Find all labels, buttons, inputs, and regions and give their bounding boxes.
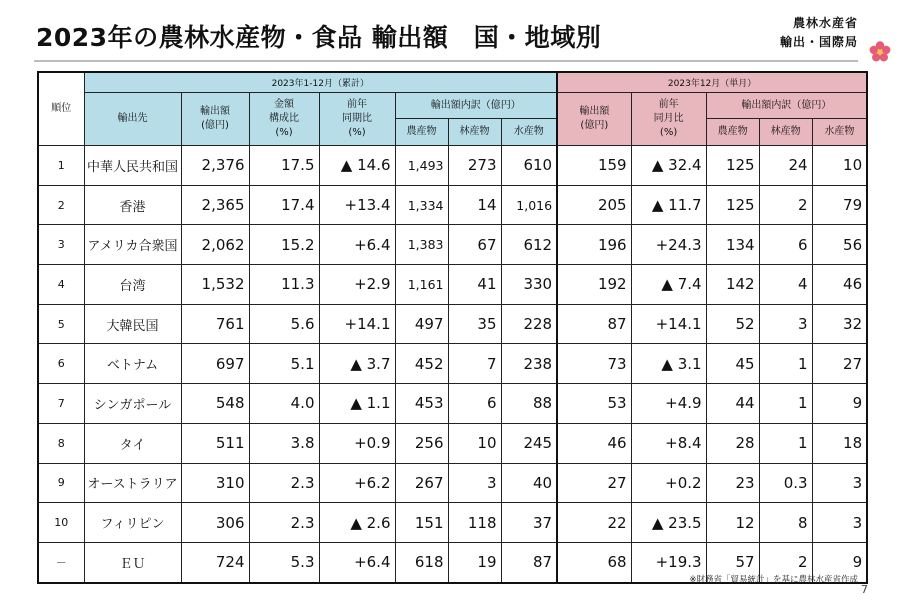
- cell-value: 310: [181, 463, 249, 503]
- cell-dest: 中華人民共和国: [84, 146, 181, 186]
- cell-m-yoy: +14.1: [631, 304, 706, 344]
- cell-value: 697: [181, 344, 249, 384]
- cell-share: 17.5: [249, 146, 319, 186]
- table-row: [38, 344, 867, 384]
- cell-dest: フィリピン: [84, 503, 181, 543]
- table-row: [38, 185, 867, 225]
- cell-value: 2,062: [181, 225, 249, 265]
- cell-m-agri: 142: [706, 265, 759, 305]
- cell-m-value: 159: [557, 146, 631, 186]
- export-table: [37, 71, 868, 584]
- cell-share: 5.6: [249, 304, 319, 344]
- cell-m-value: 73: [557, 344, 631, 384]
- cell-m-forest: 6: [759, 225, 812, 265]
- cell-rank: 8: [38, 423, 84, 463]
- cell-m-fish: 3: [812, 463, 867, 503]
- cell-m-forest: 1: [759, 423, 812, 463]
- cell-dest: ベトナム: [84, 344, 181, 384]
- cell-m-yoy: +8.4: [631, 423, 706, 463]
- header-monthly-agri: 農産物: [706, 119, 759, 146]
- cell-agri: 452: [395, 344, 448, 384]
- cell-m-value: 196: [557, 225, 631, 265]
- cell-m-yoy: ▲ 23.5: [631, 503, 706, 543]
- cell-fish: 1,016: [501, 185, 557, 225]
- header-share: [249, 93, 319, 146]
- cell-dest: アメリカ合衆国: [84, 225, 181, 265]
- table-row: [38, 384, 867, 424]
- cell-m-forest: 8: [759, 503, 812, 543]
- source-footnote: ※財務省「貿易統計」を基に農林水産省作成: [689, 575, 858, 585]
- cell-m-agri: 125: [706, 185, 759, 225]
- table-row: [38, 423, 867, 463]
- cell-agri: 453: [395, 384, 448, 424]
- cell-agri: 267: [395, 463, 448, 503]
- cell-yoy: +0.9: [319, 423, 395, 463]
- cell-agri: 1,161: [395, 265, 448, 305]
- cell-share: 2.3: [249, 503, 319, 543]
- cell-yoy: +6.4: [319, 542, 395, 582]
- cell-m-yoy: ▲ 7.4: [631, 265, 706, 305]
- cell-m-agri: 134: [706, 225, 759, 265]
- header-monthly-yoy-line3: (%): [659, 127, 678, 138]
- agency-line-1: 農林水産省: [792, 16, 858, 30]
- cell-rank: 4: [38, 265, 84, 305]
- header-destination: 輸出先: [84, 93, 181, 146]
- header-monthly-export-value-line2: (億円): [580, 120, 609, 131]
- table-row: [38, 503, 867, 543]
- cell-m-fish: 27: [812, 344, 867, 384]
- cell-rank: 1: [38, 146, 84, 186]
- cell-yoy: ▲ 14.6: [319, 146, 395, 186]
- header-monthly-export-value-line1: 輸出額: [579, 106, 610, 117]
- cell-rank: 9: [38, 463, 84, 503]
- agency-name: [780, 14, 858, 52]
- cell-m-value: 46: [557, 423, 631, 463]
- cell-m-value: 205: [557, 185, 631, 225]
- cell-m-agri: 52: [706, 304, 759, 344]
- cell-agri: 256: [395, 423, 448, 463]
- cell-m-agri: 23: [706, 463, 759, 503]
- cell-dest: 台湾: [84, 265, 181, 305]
- cell-fish: 228: [501, 304, 557, 344]
- header-monthly-fish: 水産物: [812, 119, 867, 146]
- cell-m-fish: 56: [812, 225, 867, 265]
- header-monthly-forest: 林産物: [759, 119, 812, 146]
- header-monthly-breakdown: 輸出額内訳（億円）: [706, 93, 867, 119]
- cell-m-fish: 10: [812, 146, 867, 186]
- cell-m-yoy: +19.3: [631, 542, 706, 582]
- cell-dest: シンガポール: [84, 384, 181, 424]
- cell-m-forest: 1: [759, 384, 812, 424]
- cell-rank: 7: [38, 384, 84, 424]
- cell-rank: 3: [38, 225, 84, 265]
- table-row: [38, 146, 867, 186]
- header-share-line2: 構成比: [269, 113, 299, 124]
- cell-dest: 大韓民国: [84, 304, 181, 344]
- cell-value: 761: [181, 304, 249, 344]
- page-number: 7: [861, 583, 868, 596]
- cell-forest: 41: [448, 265, 501, 305]
- cell-forest: 273: [448, 146, 501, 186]
- header-fish: 水産物: [501, 119, 557, 146]
- cell-fish: 330: [501, 265, 557, 305]
- header-export-value-line1: 輸出額: [200, 106, 230, 117]
- cell-m-forest: 2: [759, 542, 812, 582]
- cell-forest: 14: [448, 185, 501, 225]
- cell-value: 306: [181, 503, 249, 543]
- cell-m-yoy: ▲ 3.1: [631, 344, 706, 384]
- cell-rank: －: [38, 542, 84, 582]
- cell-m-forest: 0.3: [759, 463, 812, 503]
- cell-forest: 6: [448, 384, 501, 424]
- cell-value: 724: [181, 542, 249, 582]
- cell-rank: 10: [38, 503, 84, 543]
- cell-m-forest: 2: [759, 185, 812, 225]
- cell-agri: 151: [395, 503, 448, 543]
- title-divider: [34, 60, 858, 62]
- cell-m-fish: 9: [812, 542, 867, 582]
- cell-m-value: 22: [557, 503, 631, 543]
- header-share-line1: 金額: [274, 99, 294, 110]
- cell-yoy: +6.4: [319, 225, 395, 265]
- cell-fish: 238: [501, 344, 557, 384]
- cell-dest: オーストラリア: [84, 463, 181, 503]
- cell-yoy: ▲ 1.1: [319, 384, 395, 424]
- cell-forest: 3: [448, 463, 501, 503]
- header-monthly-yoy-line2: 同月比: [653, 113, 684, 124]
- cell-fish: 40: [501, 463, 557, 503]
- cell-m-yoy: ▲ 11.7: [631, 185, 706, 225]
- cell-share: 15.2: [249, 225, 319, 265]
- page-title: 2023年の農林水産物・食品 輸出額 国・地域別: [36, 23, 602, 52]
- cell-forest: 19: [448, 542, 501, 582]
- table-row: [38, 304, 867, 344]
- cell-m-forest: 4: [759, 265, 812, 305]
- cell-value: 548: [181, 384, 249, 424]
- cell-forest: 67: [448, 225, 501, 265]
- table-row: [38, 463, 867, 503]
- cell-m-yoy: +0.2: [631, 463, 706, 503]
- cell-m-forest: 24: [759, 146, 812, 186]
- cell-value: 511: [181, 423, 249, 463]
- cell-m-value: 27: [557, 463, 631, 503]
- header-monthly-yoy-line1: 前年: [658, 99, 679, 110]
- cell-share: 5.3: [249, 542, 319, 582]
- cell-rank: 5: [38, 304, 84, 344]
- header-monthly-group: 2023年12月（単月）: [557, 72, 867, 93]
- cell-agri: 1,334: [395, 185, 448, 225]
- cell-m-value: 53: [557, 384, 631, 424]
- cell-yoy: +6.2: [319, 463, 395, 503]
- cell-m-agri: 28: [706, 423, 759, 463]
- cell-share: 3.8: [249, 423, 319, 463]
- cell-yoy: ▲ 2.6: [319, 503, 395, 543]
- cell-yoy: ▲ 3.7: [319, 344, 395, 384]
- cell-m-agri: 44: [706, 384, 759, 424]
- cell-fish: 87: [501, 542, 557, 582]
- header-share-line3: (%): [275, 127, 293, 138]
- cell-m-fish: 9: [812, 384, 867, 424]
- cell-dest: ＥＵ: [84, 542, 181, 582]
- header-yoy-line1: 前年: [347, 99, 367, 110]
- cell-m-yoy: +4.9: [631, 384, 706, 424]
- cell-agri: 497: [395, 304, 448, 344]
- cell-dest: タイ: [84, 423, 181, 463]
- cell-dest: 香港: [84, 185, 181, 225]
- cell-share: 2.3: [249, 463, 319, 503]
- cell-m-yoy: +24.3: [631, 225, 706, 265]
- cell-share: 17.4: [249, 185, 319, 225]
- cell-m-fish: 79: [812, 185, 867, 225]
- cell-agri: 618: [395, 542, 448, 582]
- header-breakdown: 輸出額内訳（億円）: [395, 93, 557, 119]
- cell-forest: 118: [448, 503, 501, 543]
- table-row: [38, 225, 867, 265]
- cell-forest: 35: [448, 304, 501, 344]
- cell-forest: 10: [448, 423, 501, 463]
- cell-fish: 88: [501, 384, 557, 424]
- header-monthly-export-value: [557, 93, 631, 146]
- cell-share: 4.0: [249, 384, 319, 424]
- cell-agri: 1,493: [395, 146, 448, 186]
- header-yoy-line3: (%): [348, 127, 366, 138]
- header-rank: 順位: [38, 72, 84, 146]
- cell-fish: 37: [501, 503, 557, 543]
- cell-m-fish: 3: [812, 503, 867, 543]
- cell-m-fish: 32: [812, 304, 867, 344]
- cell-m-value: 87: [557, 304, 631, 344]
- cell-m-value: 192: [557, 265, 631, 305]
- cell-m-agri: 57: [706, 542, 759, 582]
- cell-share: 11.3: [249, 265, 319, 305]
- cell-fish: 610: [501, 146, 557, 186]
- header-yoy-line2: 同期比: [342, 113, 372, 124]
- cell-yoy: +14.1: [319, 304, 395, 344]
- cell-m-forest: 1: [759, 344, 812, 384]
- flower-logo-icon: [868, 40, 892, 64]
- header-agri: 農産物: [395, 119, 448, 146]
- cell-m-agri: 12: [706, 503, 759, 543]
- header-forest: 林産物: [448, 119, 501, 146]
- cell-value: 2,365: [181, 185, 249, 225]
- cell-share: 5.1: [249, 344, 319, 384]
- header-export-value-line2: (億円): [201, 120, 229, 131]
- cell-agri: 1,383: [395, 225, 448, 265]
- header-monthly-yoy: [631, 93, 706, 146]
- cell-m-value: 68: [557, 542, 631, 582]
- cell-m-yoy: ▲ 32.4: [631, 146, 706, 186]
- cell-value: 2,376: [181, 146, 249, 186]
- header-cumulative-group: 2023年1-12月（累計）: [84, 72, 557, 93]
- cell-value: 1,532: [181, 265, 249, 305]
- cell-m-fish: 46: [812, 265, 867, 305]
- cell-m-fish: 18: [812, 423, 867, 463]
- header-export-value: [181, 93, 249, 146]
- cell-forest: 7: [448, 344, 501, 384]
- cell-m-forest: 3: [759, 304, 812, 344]
- cell-yoy: +13.4: [319, 185, 395, 225]
- cell-fish: 245: [501, 423, 557, 463]
- cell-m-agri: 45: [706, 344, 759, 384]
- table-row: [38, 265, 867, 305]
- cell-yoy: +2.9: [319, 265, 395, 305]
- cell-m-agri: 125: [706, 146, 759, 186]
- cell-rank: 6: [38, 344, 84, 384]
- cell-fish: 612: [501, 225, 557, 265]
- cell-rank: 2: [38, 185, 84, 225]
- header-yoy: [319, 93, 395, 146]
- agency-line-2: 輸出・国際局: [779, 35, 858, 49]
